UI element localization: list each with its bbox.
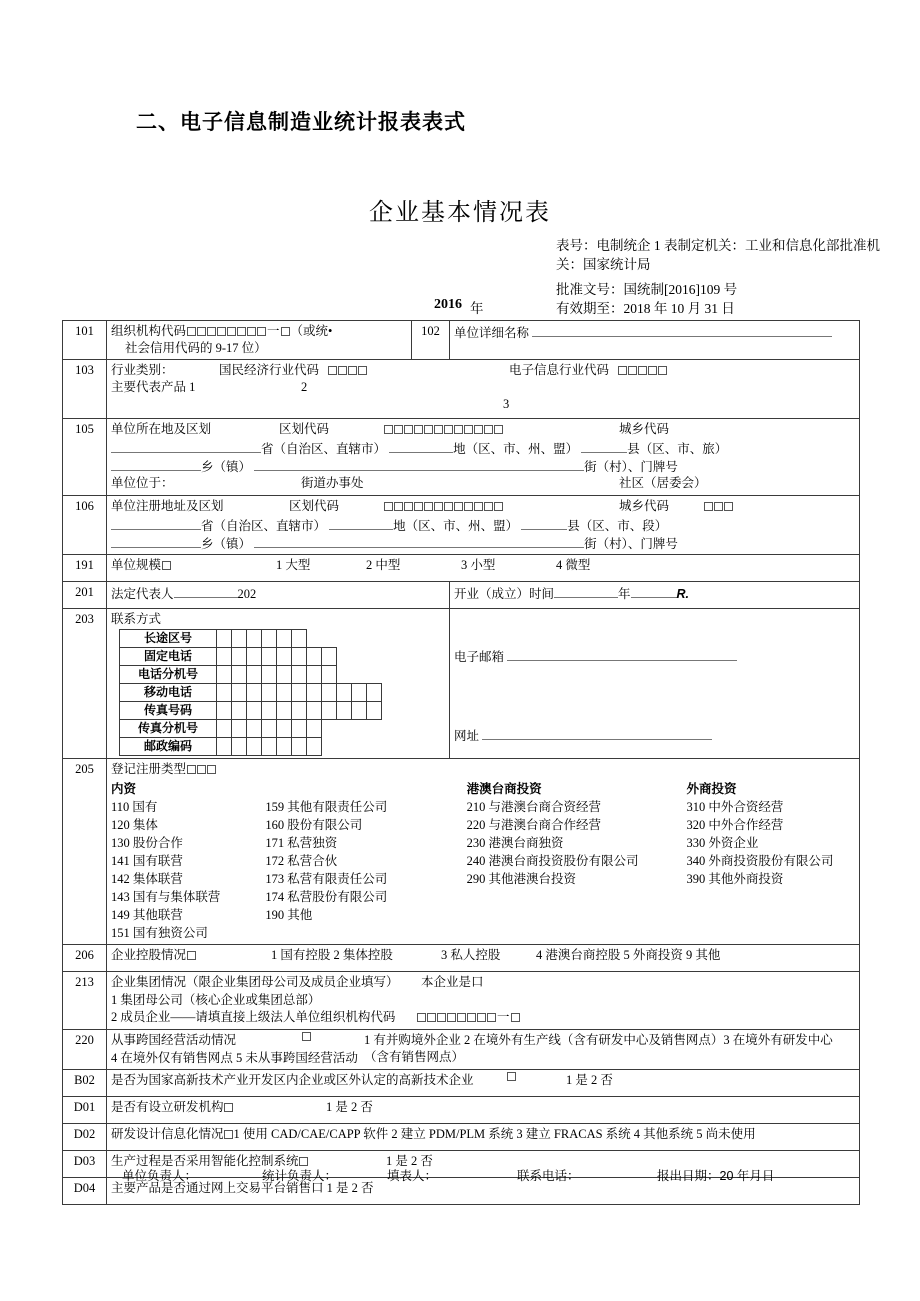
- reg-option[interactable]: 220 与港澳台商合作经营: [466, 818, 602, 832]
- reg-urban-rural-code-label: 城乡代码: [619, 499, 670, 513]
- table-row: [63, 1124, 860, 1151]
- fax-cell[interactable]: [232, 702, 247, 720]
- area-code-cell[interactable]: [217, 630, 232, 648]
- reg-street-number-input[interactable]: [254, 534, 584, 548]
- mobile-cell[interactable]: [352, 684, 367, 702]
- row-code-101: 101: [63, 321, 107, 360]
- scale-option-medium[interactable]: 2 中型: [366, 558, 401, 572]
- fax-ext-cell[interactable]: [292, 720, 307, 738]
- table-row: [63, 1030, 860, 1070]
- scale-option-micro[interactable]: 4 微型: [556, 558, 591, 572]
- grid-spacer: [337, 666, 352, 684]
- group-line-3[interactable]: 2 成员企业——请填直接上级法人单位组织机构代码: [111, 1010, 396, 1024]
- holding-options-b[interactable]: 3 私人控股: [441, 948, 501, 962]
- reg-division-code-boxes[interactable]: [383, 498, 503, 515]
- rnd-institution-cell: [107, 1097, 860, 1124]
- reg-option[interactable]: 130 股份合作: [111, 836, 183, 850]
- reg-urban-rural-boxes[interactable]: [703, 498, 733, 515]
- domestic-head: 内资: [111, 782, 137, 796]
- reg-option[interactable]: 174 私营股份有限公司: [265, 890, 388, 904]
- landline-cell[interactable]: [307, 648, 322, 666]
- table-row: [63, 360, 860, 419]
- contact-grid-row: [120, 702, 382, 720]
- row-code-220: 220: [63, 1030, 107, 1070]
- reg-option[interactable]: 190 其他: [265, 908, 313, 922]
- fax-cell[interactable]: [337, 702, 352, 720]
- open-year-unit: 年: [618, 587, 631, 601]
- transnational-label: 从事跨国经营活动情况: [111, 1033, 237, 1047]
- mobile-cell[interactable]: [337, 684, 352, 702]
- fax-cell[interactable]: [217, 702, 232, 720]
- approval-number: 批准文号：国统制[2016]109 号: [556, 282, 738, 297]
- row-code-D01: D01: [63, 1097, 107, 1124]
- phone-ext-cell[interactable]: [277, 666, 292, 684]
- form-footer: [62, 1166, 862, 1184]
- division-code-label: 区划代码: [279, 422, 330, 436]
- valid-until: 有效期至：2018 年 10 月 31 日: [556, 301, 735, 316]
- prefecture-input[interactable]: [389, 439, 453, 453]
- row-code-D03: D03: [63, 1151, 107, 1178]
- row-code-D02: D02: [63, 1124, 107, 1151]
- fax-ext-label: 传真分机号: [120, 720, 217, 738]
- legal-rep-cell: [107, 582, 450, 609]
- grid-spacer: [367, 648, 382, 666]
- registration-col-hmt: [467, 780, 687, 942]
- phone-ext-cell[interactable]: [232, 666, 247, 684]
- registration-type-boxes[interactable]: [186, 762, 216, 776]
- rnd-institution-options[interactable]: 1 是 2 否: [326, 1100, 373, 1114]
- footer-statistician: 统计负责人：: [262, 1169, 338, 1183]
- phone-ext-cell[interactable]: [307, 666, 322, 684]
- landline-cell[interactable]: [292, 648, 307, 666]
- main-product-1-label: 主要代表产品 1: [111, 380, 196, 394]
- row-code-105: 105: [63, 419, 107, 496]
- contact-method-title: 联系方式: [111, 612, 162, 626]
- mobile-cell[interactable]: [307, 684, 322, 702]
- fax-ext-cell[interactable]: [217, 720, 232, 738]
- intelligent-control-options[interactable]: 1 是 2 否: [386, 1154, 433, 1168]
- contact-grid-row: [120, 666, 382, 684]
- reg-option[interactable]: 320 中外合作经营: [686, 818, 784, 832]
- reg-option[interactable]: 172 私营合伙: [265, 854, 338, 868]
- footer-filler: 填表人：: [387, 1169, 438, 1183]
- row-code-203: 203: [63, 609, 107, 759]
- fax-cell[interactable]: [307, 702, 322, 720]
- reg-option[interactable]: 390 其他外商投资: [686, 872, 784, 886]
- area-code-cell[interactable]: [262, 630, 277, 648]
- national-industry-code-boxes[interactable]: [327, 362, 367, 379]
- postal-code-cell[interactable]: [307, 738, 322, 756]
- grid-spacer: [352, 666, 367, 684]
- reg-option[interactable]: 141 国有联营: [111, 854, 183, 868]
- reg-division-code-label: 区划代码: [289, 499, 340, 513]
- table-row: [63, 496, 860, 555]
- unit-scale-label: 单位规模: [111, 558, 162, 572]
- holding-status-cell: [107, 945, 860, 972]
- open-month-input[interactable]: [631, 584, 677, 598]
- contact-grid-row: [120, 720, 382, 738]
- reg-option[interactable]: 230 港澳台商独资: [466, 836, 564, 850]
- transnational-options-a[interactable]: 1 有并购境外企业 2 在境外有生产线（含有研发中心及销售网点）3 在境外有研发中心（含有销售网点）: [364, 1033, 833, 1064]
- national-industry-code-label: 国民经济行业代码: [219, 363, 320, 377]
- report-year: 2016: [434, 297, 462, 312]
- phone-ext-cell[interactable]: [262, 666, 277, 684]
- reg-option[interactable]: 160 股份有限公司: [265, 818, 363, 832]
- rnd-informatization-cell: [107, 1124, 860, 1151]
- email-row: [454, 647, 855, 666]
- email-website-cell: [450, 609, 860, 759]
- holding-options-c[interactable]: 4 港澳台商控股 5 外商投资 9 其他: [536, 948, 721, 962]
- enterprise-group-cell: [107, 972, 860, 1030]
- reg-option[interactable]: 142 集体联营: [111, 872, 183, 886]
- area-code-cell[interactable]: [292, 630, 307, 648]
- reg-option[interactable]: 159 其他有限责任公司: [265, 800, 388, 814]
- subdistrict-office-label: 街道办事处: [301, 476, 364, 490]
- group-line-2[interactable]: 1 集团母公司（核心企业或集团总部）: [111, 993, 321, 1007]
- fax-cell[interactable]: [247, 702, 262, 720]
- industry-cell: [107, 360, 860, 419]
- row-code-191: 191: [63, 555, 107, 582]
- reg-option[interactable]: 143 国有与集体联营: [111, 890, 221, 904]
- org-code-note-1: （或统•: [290, 324, 333, 338]
- reg-prefecture-input[interactable]: [329, 516, 393, 530]
- reg-county-label: 县（区、市、段）: [567, 519, 668, 533]
- reg-township-input[interactable]: [111, 534, 201, 548]
- table-row: [63, 582, 860, 609]
- report-year-unit: 年: [470, 301, 484, 316]
- ei-industry-code-boxes[interactable]: [617, 362, 667, 379]
- grid-spacer: [337, 648, 352, 666]
- mobile-cell[interactable]: [217, 684, 232, 702]
- table-row: [63, 1097, 860, 1124]
- scale-option-small[interactable]: 3 小型: [461, 558, 496, 572]
- form-number: 表号：电制统企 1 表制定机关：工业和信息化部批准机关：国家统计局: [556, 238, 880, 272]
- grid-spacer: [337, 720, 352, 738]
- ei-industry-code-label: 电子信息行业代码: [509, 363, 610, 377]
- holding-status-box[interactable]: [187, 951, 196, 960]
- fax-ext-cell[interactable]: [232, 720, 247, 738]
- fax-ext-cell[interactable]: [247, 720, 262, 738]
- phone-ext-cell[interactable]: [217, 666, 232, 684]
- reg-option[interactable]: 149 其他联营: [111, 908, 183, 922]
- grid-spacer: [337, 738, 352, 756]
- table-row: [63, 759, 860, 945]
- province-input[interactable]: [111, 439, 261, 453]
- group-line-1: 企业集团情况（限企业集团母公司及成员企业填写）: [111, 975, 399, 989]
- rnd-institution-label: 是否有设立研发机构: [111, 1100, 224, 1114]
- rnd-informatization-label: 研发设计信息化情况: [111, 1127, 224, 1141]
- contact-grid-row: [120, 738, 382, 756]
- registration-type-columns: [111, 780, 855, 942]
- hightech-cell: [107, 1070, 860, 1097]
- mobile-cell[interactable]: [277, 684, 292, 702]
- landline-cell[interactable]: [217, 648, 232, 666]
- registered-address-title: 单位注册地址及区划: [111, 499, 224, 513]
- form-metadata: [556, 236, 916, 299]
- landline-cell[interactable]: [232, 648, 247, 666]
- county-input[interactable]: [581, 439, 627, 453]
- reg-option[interactable]: 173 私营有限责任公司: [265, 872, 388, 886]
- transnational-box[interactable]: [302, 1032, 311, 1041]
- footer-phone: 联系电话：: [517, 1169, 580, 1183]
- enterprise-basic-info-table: [62, 320, 860, 1205]
- table-row: [63, 609, 860, 759]
- landline-cell[interactable]: [277, 648, 292, 666]
- reg-prefecture-label: 地（区、市、州、盟）: [393, 519, 519, 533]
- unit-name-label: 单位详细名称: [454, 326, 530, 340]
- fax-cell[interactable]: [352, 702, 367, 720]
- rnd-informatization-box[interactable]: [224, 1130, 233, 1139]
- grid-spacer: [322, 738, 337, 756]
- industry-type-label: 行业类别：: [111, 363, 174, 377]
- table-row: [63, 972, 860, 1030]
- prefecture-label: 地（区、市、州、盟）: [453, 442, 579, 456]
- website-input[interactable]: [482, 726, 712, 740]
- mobile-cell[interactable]: [367, 684, 382, 702]
- unit-scale-cell: [107, 555, 860, 582]
- grid-spacer: [367, 738, 382, 756]
- open-date-label: 开业（成立）时间: [454, 587, 555, 601]
- mobile-label: 移动电话: [120, 684, 217, 702]
- reg-option[interactable]: 171 私营独资: [265, 836, 338, 850]
- area-code-cell[interactable]: [277, 630, 292, 648]
- org-code-boxes[interactable]: 一: [186, 324, 291, 338]
- unit-name-input[interactable]: [532, 323, 832, 337]
- online-sales-label[interactable]: 主要产品是否通过网上交易平台销售口 1 是 2 否: [111, 1181, 374, 1195]
- grid-spacer: [352, 630, 367, 648]
- postal-code-label: 邮政编码: [120, 738, 217, 756]
- legal-rep-label: 法定代表人: [111, 587, 174, 601]
- table-row: [63, 321, 860, 360]
- row-code-103: 103: [63, 360, 107, 419]
- street-number-label: 街（村）、门牌号: [584, 460, 678, 474]
- registration-col-domestic-2: [265, 780, 466, 942]
- phone-ext-cell[interactable]: [247, 666, 262, 684]
- township-label: 乡（镇）: [201, 460, 252, 474]
- location-cell: [107, 419, 860, 496]
- landline-cell[interactable]: [247, 648, 262, 666]
- open-month-unit: R.: [676, 587, 690, 601]
- county-label: 县（区、市、旅）: [627, 442, 728, 456]
- org-code-cell: [107, 321, 412, 360]
- street-number-input[interactable]: [254, 457, 584, 471]
- table-row: [63, 419, 860, 496]
- table-row: [63, 555, 860, 582]
- main-product-2-label: 2: [301, 380, 308, 394]
- row-code-205: 205: [63, 759, 107, 945]
- reg-street-number-label: 街（村）、门牌号: [584, 537, 678, 551]
- row-code-102: 102: [412, 321, 450, 360]
- row-code-106: 106: [63, 496, 107, 555]
- table-row: [63, 945, 860, 972]
- area-code-cell[interactable]: [232, 630, 247, 648]
- mobile-cell[interactable]: [292, 684, 307, 702]
- postal-code-cell[interactable]: [277, 738, 292, 756]
- contact-grid-row: [120, 630, 382, 648]
- website-label: 网址: [454, 729, 480, 743]
- transnational-options-b[interactable]: 4 在境外仅有销售网点 5 未从事跨国经营活动: [111, 1051, 358, 1065]
- grid-spacer: [352, 738, 367, 756]
- row-code-D04: D04: [63, 1178, 107, 1205]
- landline-cell[interactable]: [322, 648, 337, 666]
- grid-spacer: [307, 630, 322, 648]
- reg-option[interactable]: 151 国有独资公司: [111, 926, 208, 940]
- footer-report-date: 报出日期：20 年月日: [657, 1169, 775, 1183]
- intelligent-control-label: 生产过程是否采用智能化控制系统: [111, 1154, 299, 1168]
- rnd-informatization-options[interactable]: 1 使用 CAD/CAE/CAPP 软件 2 建立 PDM/PLM 系统 3 建立 FRACAS 系统 4 其他系统 5 尚未使用: [233, 1127, 756, 1141]
- row-code-206: 206: [63, 945, 107, 972]
- registration-col-foreign: [687, 780, 855, 942]
- scale-option-large[interactable]: 1 大型: [276, 558, 311, 572]
- hightech-options[interactable]: 1 是 2 否: [566, 1073, 613, 1087]
- intelligent-control-box[interactable]: [299, 1157, 308, 1166]
- hightech-box[interactable]: [507, 1072, 516, 1081]
- registration-type-cell: [107, 759, 860, 945]
- reg-option[interactable]: 330 外资企业: [686, 836, 759, 850]
- location-title: 单位所在地及区划: [111, 422, 212, 436]
- table-row: [63, 1070, 860, 1097]
- rnd-institution-box[interactable]: [224, 1103, 233, 1112]
- grid-spacer: [337, 630, 352, 648]
- registration-type-title: 登记注册类型: [111, 762, 187, 776]
- holding-status-label: 企业控股情况: [111, 948, 187, 962]
- area-code-label: 长途区号: [120, 630, 217, 648]
- reg-province-input[interactable]: [111, 516, 201, 530]
- transnational-cell: [107, 1030, 860, 1070]
- reg-township-label: 乡（镇）: [201, 537, 252, 551]
- postal-code-cell[interactable]: [217, 738, 232, 756]
- located-at-label: 单位位于：: [111, 476, 174, 490]
- postal-code-cell[interactable]: [292, 738, 307, 756]
- landline-cell[interactable]: [262, 648, 277, 666]
- reg-option[interactable]: 310 中外合资经营: [686, 800, 784, 814]
- area-code-cell[interactable]: [247, 630, 262, 648]
- group-line-1-tail[interactable]: 本企业是口: [421, 975, 484, 989]
- contact-grid: [119, 629, 382, 756]
- fax-label: 传真号码: [120, 702, 217, 720]
- province-label: 省（自治区、直辖市）: [261, 442, 387, 456]
- fax-cell[interactable]: [322, 702, 337, 720]
- reg-option[interactable]: 240 港澳台商投资股份有限公司: [466, 854, 639, 868]
- contact-grid-row: [120, 684, 382, 702]
- group-parent-code-boxes[interactable]: 一: [416, 1009, 521, 1026]
- fax-ext-cell[interactable]: [262, 720, 277, 738]
- township-input[interactable]: [111, 457, 201, 471]
- footer-responsible: 单位负责人：: [122, 1169, 198, 1183]
- landline-label: 固定电话: [120, 648, 217, 666]
- mobile-cell[interactable]: [247, 684, 262, 702]
- open-date-cell: [450, 582, 860, 609]
- reg-county-input[interactable]: [521, 516, 567, 530]
- phone-ext-cell[interactable]: [322, 666, 337, 684]
- org-code-note-2: 社会信用代码的 9-17 位）: [125, 341, 267, 355]
- row-code-202: 202: [237, 587, 257, 601]
- section-heading: 二、电子信息制造业统计报表表式: [136, 111, 466, 134]
- fax-cell[interactable]: [277, 702, 292, 720]
- reg-province-label: 省（自治区、直辖市）: [201, 519, 327, 533]
- email-input[interactable]: [507, 647, 737, 661]
- reg-option[interactable]: 340 外商投资股份有限公司: [686, 854, 834, 868]
- legal-rep-input[interactable]: [174, 584, 238, 598]
- org-code-label: 组织机构代码: [111, 324, 187, 338]
- fax-cell[interactable]: [367, 702, 382, 720]
- contact-grid-row: [120, 648, 382, 666]
- foreign-head: 外商投资: [686, 782, 737, 796]
- registration-type-title-row: [111, 761, 855, 778]
- email-label: 电子邮箱: [454, 650, 505, 664]
- hmt-head: 港澳台商投资: [466, 782, 542, 796]
- phone-ext-label: 电话分机号: [120, 666, 217, 684]
- grid-spacer: [352, 720, 367, 738]
- division-code-boxes[interactable]: [383, 421, 503, 438]
- grid-spacer: [367, 720, 382, 738]
- row-code-201: 201: [63, 582, 107, 609]
- open-year-input[interactable]: [554, 584, 618, 598]
- domestic-head-2: [265, 780, 466, 798]
- fax-cell[interactable]: [262, 702, 277, 720]
- urban-rural-code-label: 城乡代码: [619, 422, 670, 436]
- contact-method-cell: [107, 609, 450, 759]
- mobile-cell[interactable]: [262, 684, 277, 702]
- fax-ext-cell[interactable]: [307, 720, 322, 738]
- unit-scale-box[interactable]: [162, 561, 171, 570]
- reg-option[interactable]: 110 国有: [111, 800, 158, 814]
- holding-options-a[interactable]: 1 国有控股 2 集体控股: [271, 948, 393, 962]
- fax-ext-cell[interactable]: [277, 720, 292, 738]
- unit-name-cell: [450, 321, 860, 360]
- reg-option[interactable]: 120 集体: [111, 818, 158, 832]
- registered-address-cell: [107, 496, 860, 555]
- hightech-label: 是否为国家高新技术产业开发区内企业或区外认定的高新技术企业: [111, 1073, 474, 1087]
- postal-code-cell[interactable]: [247, 738, 262, 756]
- reg-option[interactable]: 210 与港澳台商合资经营: [466, 800, 602, 814]
- grid-spacer: [352, 648, 367, 666]
- phone-ext-cell[interactable]: [292, 666, 307, 684]
- fax-cell[interactable]: [292, 702, 307, 720]
- form-title: 企业基本情况表: [369, 200, 551, 226]
- website-row: [454, 726, 855, 745]
- row-code-213: 213: [63, 972, 107, 1030]
- grid-spacer: [367, 630, 382, 648]
- postal-code-cell[interactable]: [232, 738, 247, 756]
- grid-spacer: [367, 666, 382, 684]
- row-code-B02: B02: [63, 1070, 107, 1097]
- grid-spacer: [322, 630, 337, 648]
- postal-code-cell[interactable]: [262, 738, 277, 756]
- registration-col-domestic: [111, 780, 265, 942]
- mobile-cell[interactable]: [322, 684, 337, 702]
- mobile-cell[interactable]: [232, 684, 247, 702]
- community-label: 社区（居委会）: [619, 476, 707, 490]
- grid-spacer: [322, 720, 337, 738]
- reg-option[interactable]: 290 其他港澳台投资: [466, 872, 577, 886]
- main-product-3-label: 3: [503, 397, 510, 411]
